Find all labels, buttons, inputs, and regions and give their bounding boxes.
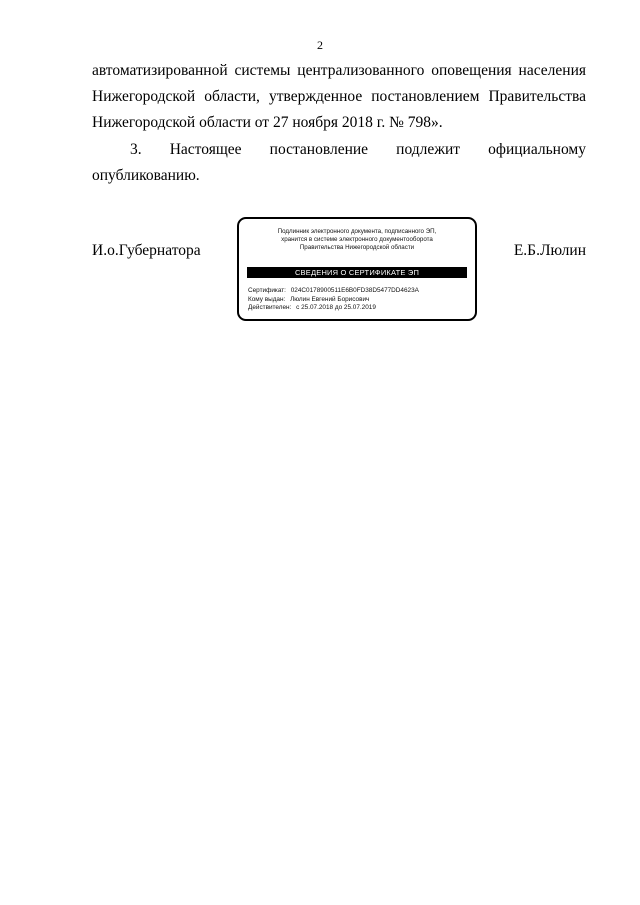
- paragraph-3-number: 3.: [130, 141, 142, 158]
- stamp-header-line-1: Подлинник электронного документа, подписанного ЭП,: [277, 228, 437, 235]
- stamp-details: [248, 287, 468, 313]
- issued-to-value: Люлин Евгений Борисович: [290, 295, 370, 303]
- signatory-position: И.о.Губернатора: [92, 242, 201, 259]
- certificate-row: [248, 287, 468, 296]
- paragraph-line-1: автоматизированной системы централизованного оповещения населения: [92, 62, 586, 79]
- paragraph-line-3: Нижегородской области от 27 ноября 2018 г. № 798».: [92, 114, 443, 131]
- electronic-signature-stamp: [237, 217, 477, 321]
- validity-value: с 25.07.2018 до 25.07.2019: [296, 304, 376, 311]
- page-number: 2: [317, 38, 323, 52]
- certificate-label: Сертификат:: [248, 287, 286, 294]
- stamp-title: СВЕДЕНИЯ О СЕРТИФИКАТЕ ЭП: [247, 267, 467, 278]
- validity-row: [248, 304, 468, 313]
- validity-label: Действителен:: [248, 304, 292, 311]
- paragraph-3-first-line: [92, 137, 586, 163]
- paragraph-continuation: [92, 58, 586, 136]
- stamp-header: [239, 228, 475, 252]
- paragraph-3-word-1: Настоящее: [169, 141, 242, 158]
- stamp-header-line-3: Правительства Нижегородской области: [299, 244, 415, 251]
- paragraph-3-word-4: официальному: [488, 141, 586, 158]
- signatory-name: Е.Б.Люлин: [513, 242, 586, 259]
- certificate-value: 024C0178900511E6B0FD38D5477DD4623A: [290, 287, 419, 294]
- issued-to-row: [248, 296, 468, 305]
- paragraph-3-word-3: подлежит: [396, 141, 461, 158]
- paragraph-3: [92, 137, 586, 189]
- paragraph-line-2: Нижегородской области, утвержденное постановлением Правительства: [92, 88, 586, 105]
- stamp-header-line-2: хранится в системе электронного документооборота: [281, 236, 433, 243]
- issued-to-label: Кому выдан:: [248, 295, 286, 303]
- paragraph-3-word-2: постановление: [269, 141, 369, 158]
- paragraph-3-line-2: опубликованию.: [92, 167, 200, 184]
